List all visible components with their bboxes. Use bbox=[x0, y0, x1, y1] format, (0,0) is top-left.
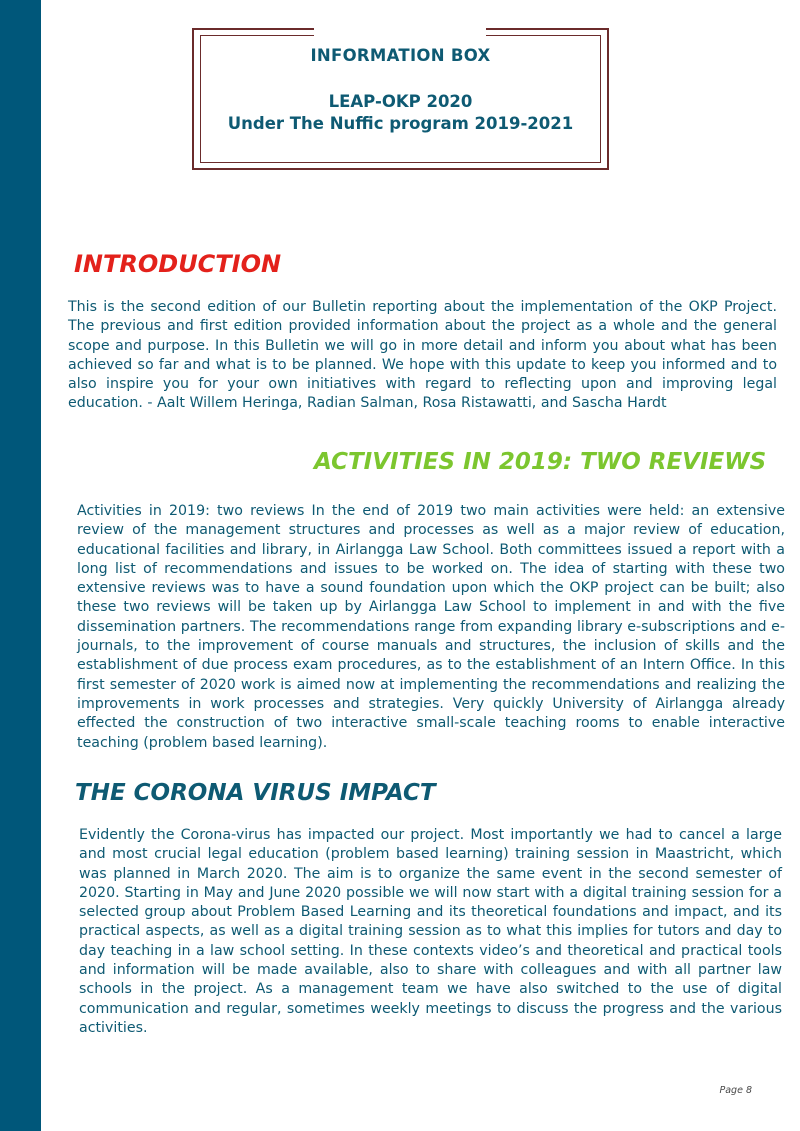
corona-heading: THE CORONA VIRUS IMPACT bbox=[75, 780, 436, 806]
info-box bbox=[200, 44, 601, 135]
info-box-border-gap bbox=[314, 24, 486, 40]
activities-heading: ACTIVITIES IN 2019: TWO REVIEWS bbox=[314, 449, 767, 475]
corona-paragraph: Evidently the Corona-virus has impacted our project. Most importantly we had to cancel a large and most crucial legal education (problem based learning) training session in Maastricht, which was planned in March 2020. The aim is to organize the same event in the second semester of 2020. Starting in May and June 2020 possible we will now start with a digital training session for a selected group about Problem Based Learning and its theoretical foundations and impact, and its practical aspects, as well as a digital training session as to what this implies for tutors and day to day teaching in a law school setting. In these contexts video’s and theoretical and practical tools and information will be made available, also to share with colleagues and with all partner law schools in the project. As a management team we have also switched to the use of digital communication and regular, sometimes weekly meetings to discuss the progress and the various activities. bbox=[79, 827, 782, 1036]
introduction-paragraph: This is the second edition of our Bulletin reporting about the implementation of the OKP Project. The previous and first edition provided information about the project as a whole and the general scope and purpose. In this Bulletin we will go in more detail and inform you about what has been achieved so far and what is to be planned. We hope with this update to keep you informed and to also inspire you for your own initiatives with regard to reflecting upon and improving legal education. - Aalt Willem Heringa, Radian Salman, Rosa Ristawatti, and Sascha Hardt bbox=[68, 299, 777, 412]
page-number: Page 8 bbox=[719, 1085, 752, 1096]
info-box-subtitle-line1: LEAP-OKP 2020 bbox=[328, 92, 473, 111]
sidebar-bar bbox=[0, 0, 41, 1131]
info-box-subtitle-line2: Under The Nuffic program 2019-2021 bbox=[227, 114, 574, 133]
activities-paragraph: Activities in 2019: two reviews In the end of 2019 two main activities were held: an extensive review of the management structures and processes as well as a major review of education, educational facilities and library, in Airlangga Law School. Both committees issued a report with a long list of recommendations and issues to be worked on. The idea of starting with these two extensive reviews was to have a sound foundation upon which the OKP project can be built; also these two reviews will be taken up by Airlangga Law School to implement in and with the five dissemination partners. The recommendations range from expanding library e-subscriptions and e-journals, to the improvement of course manuals and structures, the inclusion of skills and the establishment of due process exam procedures, as to the establishment of an Intern Office. In this first semester of 2020 work is aimed now at implementing the recommendations and realizing the improvements in work processes and strategies. Very quickly University of Airlangga already effected the construction of two interactive small-scale teaching rooms to enable interactive teaching (problem based learning). bbox=[77, 503, 785, 751]
introduction-heading: INTRODUCTION bbox=[74, 250, 282, 278]
info-box-title: INFORMATION BOX bbox=[310, 46, 491, 65]
